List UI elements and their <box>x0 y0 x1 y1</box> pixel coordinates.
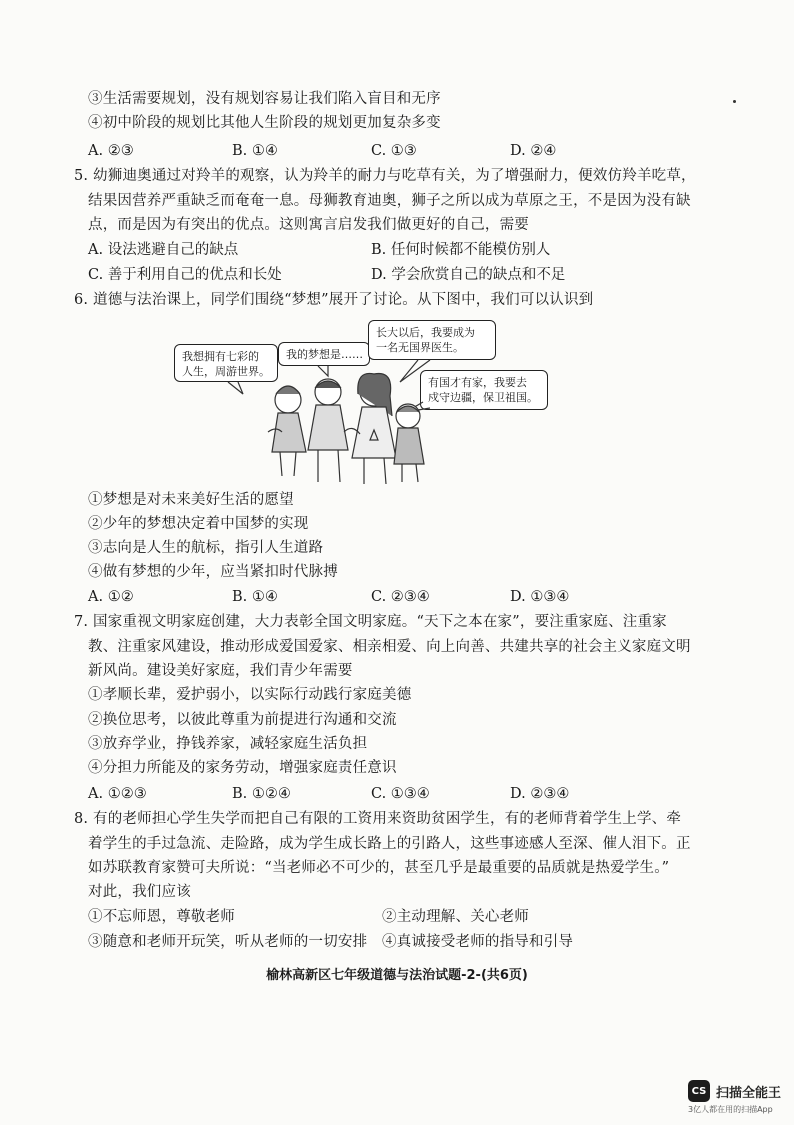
q4-statement-4: ④初中阶段的规划比其他人生阶段的规划更加复杂多变 <box>88 115 441 131</box>
speech-bubble-doctor: 长大以后，我要成为 一名无国界医生。 <box>368 320 496 360</box>
q8-statement-3: ③随意和老师开玩笑，听从老师的一切安排 <box>88 934 368 950</box>
q8-stem-line-1: 8. 有的老师担心学生失学而把自己有限的工资用来资助贫困学生，有的老师背着学生上学、牵 <box>74 811 682 827</box>
q5-stem-line-1: 5. 幼狮迪奥通过对羚羊的观察，认为羚羊的耐力与吃草有关，为了增强耐力，便效仿羚羊吃草， <box>74 168 696 184</box>
scan-speck <box>733 100 736 103</box>
speech-bubble-travel: 我想拥有七彩的 人生，周游世界。 <box>174 344 278 382</box>
q6-stem: 6. 道德与法治课上，同学们围绕“梦想”展开了讨论。从下图中，我们可以认识到 <box>74 292 594 308</box>
q6-statement-4: ④做有梦想的少年，应当紧扣时代脉搏 <box>88 564 338 580</box>
q8-stem-line-4: 对此，我们应该 <box>88 884 191 900</box>
page-footer: 榆林高新区七年级道德与法治试题-2-(共6页) <box>266 968 528 983</box>
q7-stem-line-1: 7. 国家重视文明家庭创建，大力表彰全国文明家庭。“天下之本在家”，要注重家庭、注重家 <box>74 614 667 630</box>
q7-statement-3: ③放弃学业，挣钱养家，减轻家庭生活负担 <box>88 736 368 752</box>
q5-option-d[interactable]: D. 学会欣赏自己的缺点和不足 <box>371 267 566 283</box>
q5-stem-line-2: 结果因营养严重缺乏而奄奄一息。母狮教育迪奥，狮子之所以成为草原之王，不是因为没有缺 <box>88 193 691 209</box>
scanner-brand <box>688 1080 781 1102</box>
brand-tagline: 3亿人都在用的扫描App <box>688 1105 773 1114</box>
q7-statement-2: ②换位思考，以彼此尊重为前提进行沟通和交流 <box>88 712 397 728</box>
q4-option-d[interactable]: D. ②④ <box>510 143 557 159</box>
q5-stem-line-3: 点，而是因为有突出的优点。这则寓言启发我们做更好的自己，需要 <box>88 217 529 233</box>
q6-option-a[interactable]: A. ①② <box>88 589 134 605</box>
q6-option-b[interactable]: B. ①④ <box>232 589 278 605</box>
q4-statement-3: ③生活需要规划，没有规划容易让我们陷入盲目和无序 <box>88 91 441 107</box>
q7-statement-1: ①孝顺长辈，爱护弱小，以实际行动践行家庭美德 <box>88 687 412 703</box>
q8-stem-line-2: 着学生的手过急流、走险路，成为学生成长路上的引路人，这些事迹感人至深、催人泪下。正 <box>88 836 691 852</box>
q8-statement-4: ④真诚接受老师的指导和引导 <box>382 934 574 950</box>
dream-discussion-illustration <box>168 312 568 488</box>
q7-option-b[interactable]: B. ①②④ <box>232 786 291 802</box>
q6-statement-3: ③志向是人生的航标，指引人生道路 <box>88 540 324 556</box>
q7-stem-line-3: 新风尚。建设美好家庭，我们青少年需要 <box>88 663 353 679</box>
q7-option-a[interactable]: A. ①②③ <box>88 786 147 802</box>
q8-statement-1: ①不忘师恩，尊敬老师 <box>88 909 235 925</box>
q5-option-a[interactable]: A. 设法逃避自己的缺点 <box>88 242 239 258</box>
q6-statement-1: ①梦想是对未来美好生活的愿望 <box>88 492 294 508</box>
q7-option-c[interactable]: C. ①③④ <box>371 786 430 802</box>
q8-statement-2: ②主动理解、关心老师 <box>382 909 529 925</box>
q4-option-c[interactable]: C. ①③ <box>371 143 417 159</box>
speech-bubble-my-dream: 我的梦想是…… <box>278 342 370 366</box>
q5-option-b[interactable]: B. 任何时候都不能模仿别人 <box>371 242 551 258</box>
children-drawing <box>168 312 568 488</box>
q7-statement-4: ④分担力所能及的家务劳动，增强家庭责任意识 <box>88 760 397 776</box>
q5-option-c[interactable]: C. 善于利用自己的优点和长处 <box>88 267 282 283</box>
brand-name: 扫描全能王 <box>716 1085 782 1101</box>
q7-stem-line-2: 教、注重家风建设，推动形成爱国爱家、相亲相爱、向上向善、共建共享的社会主义家庭文明 <box>88 639 691 655</box>
camscanner-logo-icon: CS <box>688 1080 710 1102</box>
q6-statement-2: ②少年的梦想决定着中国梦的实现 <box>88 516 309 532</box>
q6-option-c[interactable]: C. ②③④ <box>371 589 430 605</box>
speech-bubble-defend-border: 有国才有家，我要去 戍守边疆，保卫祖国。 <box>420 370 548 410</box>
q6-option-d[interactable]: D. ①③④ <box>510 589 570 605</box>
q8-stem-line-3: 如苏联教育家赞可夫所说：“当老师必不可少的，甚至几乎是最重要的品质就是热爱学生。” <box>88 860 670 876</box>
q4-option-b[interactable]: B. ①④ <box>232 143 278 159</box>
q4-option-a[interactable]: A. ②③ <box>88 143 134 159</box>
q7-option-d[interactable]: D. ②③④ <box>510 786 570 802</box>
